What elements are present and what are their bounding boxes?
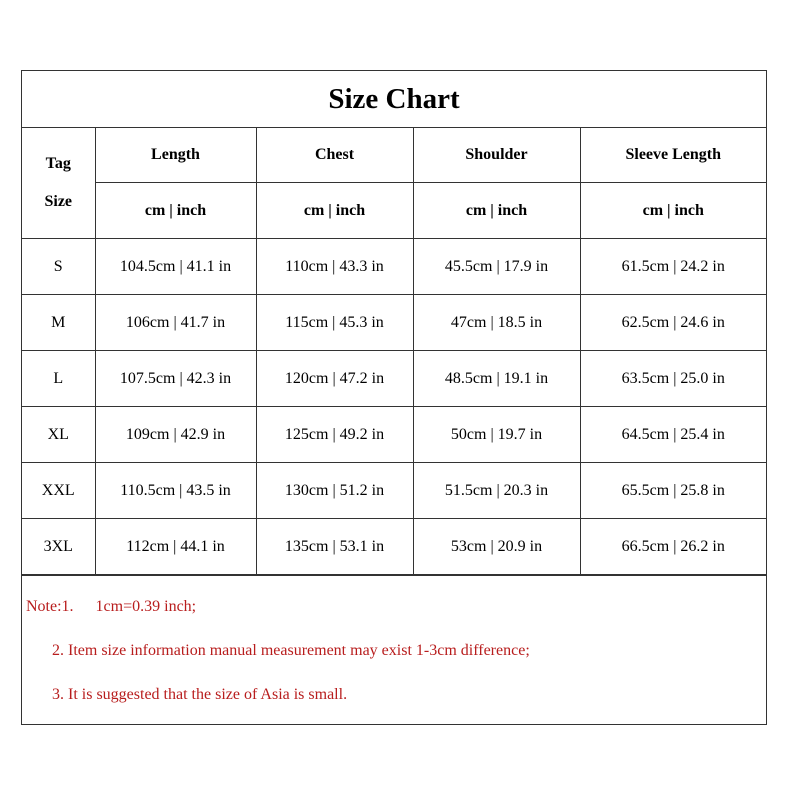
chest-cell: 130cm | 51.2 in <box>256 463 413 519</box>
length-cell: 112cm | 44.1 in <box>95 519 256 575</box>
length-cell: 109cm | 42.9 in <box>95 407 256 463</box>
size-label: S <box>22 239 95 295</box>
length-cell: 110.5cm | 43.5 in <box>95 463 256 519</box>
shoulder-cell: 51.5cm | 20.3 in <box>413 463 580 519</box>
column-header-chest: Chest <box>256 127 413 183</box>
table-row <box>22 407 766 463</box>
header-row <box>22 127 766 183</box>
sleeve-length-cell: 61.5cm | 24.2 in <box>580 239 766 295</box>
note-line-1 <box>26 598 196 616</box>
sleeve-length-cell: 62.5cm | 24.6 in <box>580 295 766 351</box>
table-row <box>22 519 766 575</box>
table-row <box>22 463 766 519</box>
chest-cell: 135cm | 53.1 in <box>256 519 413 575</box>
note-prefix: Note:1. <box>26 598 74 615</box>
unit-length: cm | inch <box>95 183 256 239</box>
unit-chest: cm | inch <box>256 183 413 239</box>
unit-sleeve-length: cm | inch <box>580 183 766 239</box>
size-label: M <box>22 295 95 351</box>
note-line-2: 2. Item size information manual measurement may exist 1-3cm difference; <box>52 642 530 659</box>
shoulder-cell: 50cm | 19.7 in <box>413 407 580 463</box>
length-cell: 107.5cm | 42.3 in <box>95 351 256 407</box>
size-label: XXL <box>22 463 95 519</box>
size-label: L <box>22 351 95 407</box>
size-chart-frame <box>21 70 767 725</box>
tag-header-line1: Tag <box>45 154 71 172</box>
chest-cell: 125cm | 49.2 in <box>256 407 413 463</box>
chest-cell: 120cm | 47.2 in <box>256 351 413 407</box>
notes-section <box>22 575 766 724</box>
column-header-length: Length <box>95 127 256 183</box>
sleeve-length-cell: 66.5cm | 26.2 in <box>580 519 766 575</box>
shoulder-cell: 47cm | 18.5 in <box>413 295 580 351</box>
sleeve-length-cell: 65.5cm | 25.8 in <box>580 463 766 519</box>
tag-size-header <box>22 127 95 239</box>
size-label: 3XL <box>22 519 95 575</box>
length-cell: 104.5cm | 41.1 in <box>95 239 256 295</box>
note-line-3: 3. It is suggested that the size of Asia is small. <box>52 686 348 703</box>
table-row <box>22 351 766 407</box>
table-row <box>22 295 766 351</box>
column-header-sleeve-length: Sleeve Length <box>580 127 766 183</box>
unit-row <box>22 183 766 239</box>
shoulder-cell: 45.5cm | 17.9 in <box>413 239 580 295</box>
chest-cell: 115cm | 45.3 in <box>256 295 413 351</box>
unit-shoulder: cm | inch <box>413 183 580 239</box>
shoulder-cell: 48.5cm | 19.1 in <box>413 351 580 407</box>
column-header-shoulder: Shoulder <box>413 127 580 183</box>
note-1-text: 1cm=0.39 inch; <box>95 598 197 615</box>
size-table <box>22 127 766 575</box>
size-chart-title: Size Chart <box>22 71 766 128</box>
table-row <box>22 239 766 295</box>
sleeve-length-cell: 64.5cm | 25.4 in <box>580 407 766 463</box>
length-cell: 106cm | 41.7 in <box>95 295 256 351</box>
sleeve-length-cell: 63.5cm | 25.0 in <box>580 351 766 407</box>
size-label: XL <box>22 407 95 463</box>
chest-cell: 110cm | 43.3 in <box>256 239 413 295</box>
shoulder-cell: 53cm | 20.9 in <box>413 519 580 575</box>
tag-header-line2: Size <box>44 192 73 210</box>
